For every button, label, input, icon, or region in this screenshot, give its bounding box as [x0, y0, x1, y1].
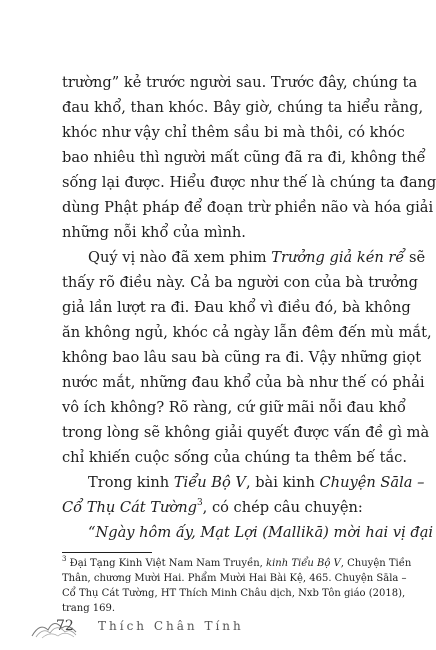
scripture-source: Tiểu Bộ V: [173, 474, 246, 491]
footnote-line: Cổ Thụ Cát Tường, HT Thích Minh Châu dịch, Nxb Tôn giáo (2018),: [62, 588, 406, 599]
body-line: không bao lâu sau bà cũng ra đi. Vậy những giọt: [62, 349, 422, 366]
body-line: dùng Phật pháp để đoạn trừ phiền não và hóa giải: [62, 199, 434, 216]
text-run: , bài kinh: [245, 474, 320, 491]
text-run: Quý vị nào đã xem phim: [88, 249, 272, 266]
footnote-line: trang 169.: [62, 603, 116, 614]
footnote-line: Thân, chương Mười Hai. Phẩm Mười Hai Bài Kệ, 465. Chuyện Sāla –: [62, 573, 407, 584]
body-line: vô ích không? Rõ ràng, cứ giữ mãi nỗi đau khổ: [62, 399, 406, 416]
paragraph-first-line: [88, 248, 426, 268]
text-run: sẽ: [404, 249, 426, 266]
quote-line: “Ngày hôm ấy, Mạt Lợi (Mallikā) mời hai vị đại: [88, 524, 434, 541]
body-line: thấy rõ điều này. Cả ba người con của bà trưởng: [62, 274, 418, 291]
text-run: Đại Tạng Kinh Việt Nam Nam Truyền,: [66, 558, 267, 569]
paragraph-first-line: [88, 473, 425, 493]
footnote-divider: [62, 552, 152, 553]
body-line: ăn không ngủ, khóc cả ngày lẫn đêm đến mù mắt,: [62, 324, 432, 341]
body-line: giả lần lượt ra đi. Đau khổ vì điều đó, bà không: [62, 299, 411, 316]
body-line: trong lòng sẽ không giải quyết được vấn đề gì mà: [62, 424, 430, 441]
film-title: Trưởng giả kén rể: [271, 249, 405, 266]
footnote-mark: 3: [62, 554, 67, 563]
body-line: những nỗi khổ của mình.: [62, 224, 246, 241]
body-line: chỉ khiến cuộc sống của chúng ta thêm bế tắc.: [62, 449, 407, 466]
text-run: Trong kinh: [88, 474, 174, 491]
body-line: nước mắt, những đau khổ của bà như thế có phải: [62, 374, 425, 391]
text-run: , Chuyện Tiền: [340, 558, 412, 569]
body-line: khóc như vậy chỉ thêm sầu bi mà thôi, có khóc: [62, 124, 405, 141]
body-line: đau khổ, than khóc. Bây giờ, chúng ta hiểu rằng,: [62, 99, 424, 116]
scripture-source: kinh Tiểu Bộ V: [266, 558, 341, 569]
footnote-reference[interactable]: 3: [196, 498, 203, 509]
sutra-title: Chuyện Sāla –: [319, 474, 425, 491]
sutra-title: Cổ Thụ Cát Tường: [62, 499, 197, 516]
running-footer-author: Thích Chân Tính: [98, 619, 244, 633]
body-line: sống lại được. Hiểu được như thế là chúng ta đang: [62, 174, 436, 191]
body-line: [62, 498, 364, 518]
body-line: bao nhiêu thì người mất cũng đã ra đi, không thể: [62, 149, 426, 166]
page-number: 72: [56, 618, 74, 634]
body-line: trường” kẻ trước người sau. Trước đây, chúng ta: [62, 74, 418, 91]
text-run: , có chép câu chuyện:: [202, 499, 363, 516]
footnote-line: [62, 554, 412, 572]
